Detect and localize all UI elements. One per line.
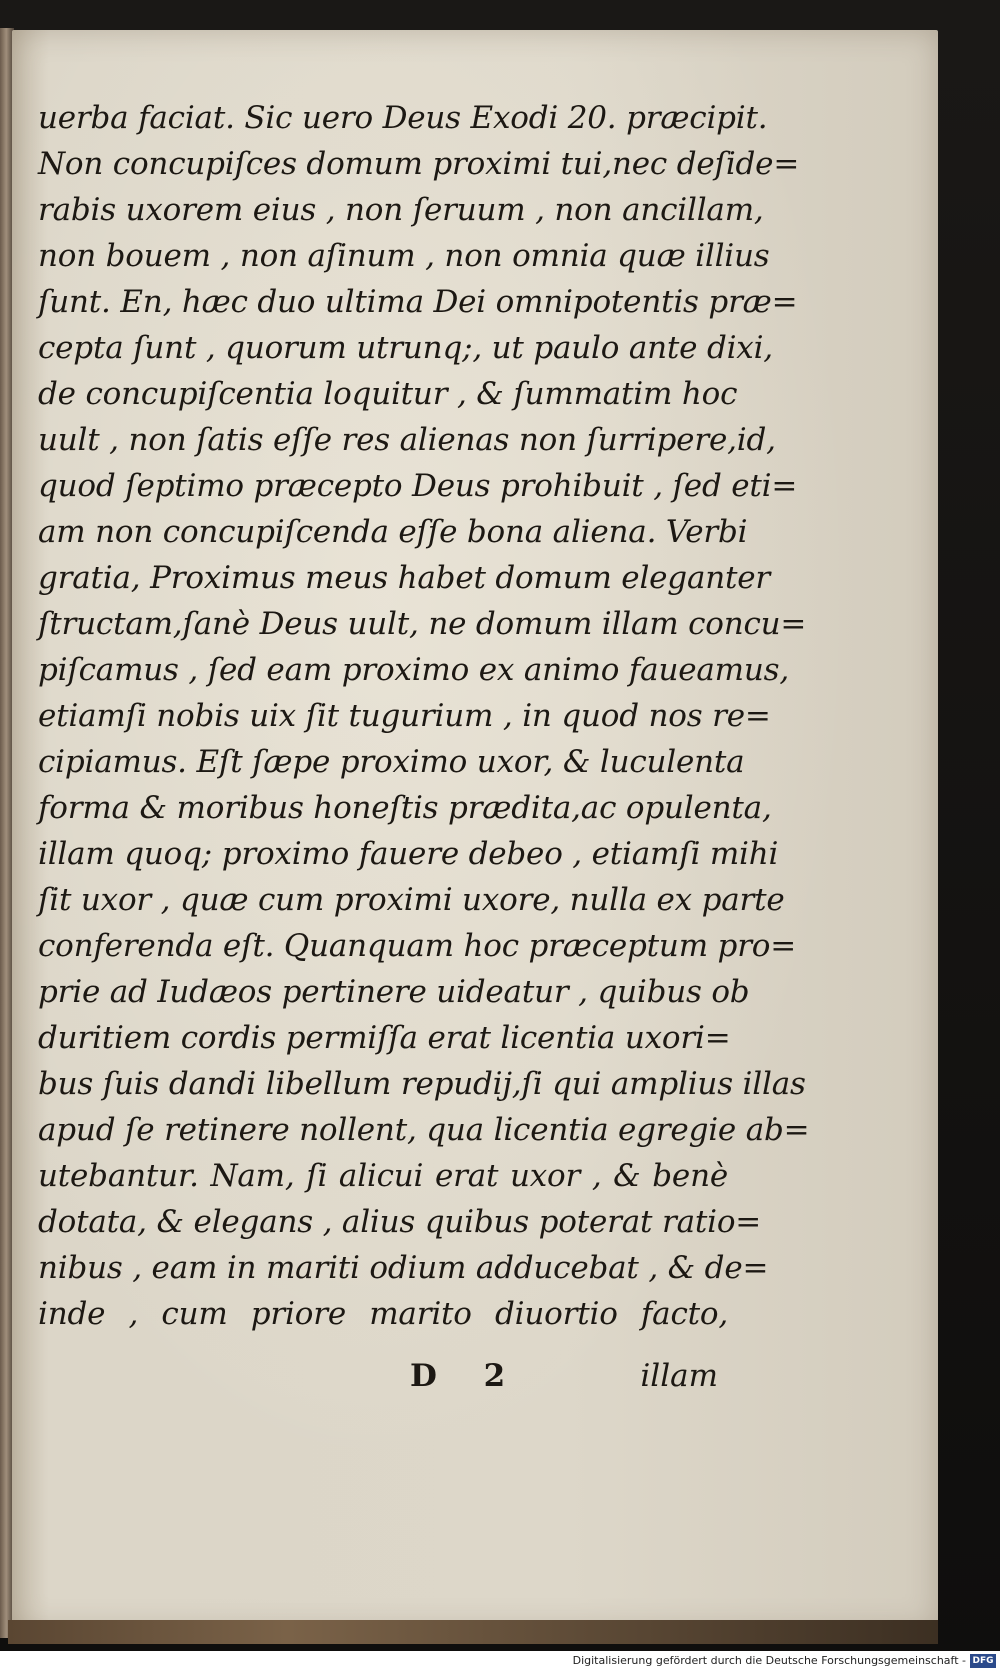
catchword: illam [640,1358,718,1394]
signature-mark: D 2 [410,1358,524,1394]
text-line: prie ad Iudæos pertinere uideatur , quibus ob [38,974,750,1010]
text-line: inde , cum priore marito diuortio facto, [38,1296,728,1332]
text-line: bus ſuis dandi libellum repudij,ſi qui amplius illas [38,1066,806,1102]
text-line: ſunt. En, hæc duo ultima Dei omnipotentis præ= [38,284,798,320]
text-line: uerba faciat. Sic uero Deus Exodi 20. præcipit. [38,100,768,136]
text-line: dotata, & elegans , alius quibus poterat ratio= [38,1204,762,1240]
text-line: cipiamus. Eſt ſæpe proximo uxor, & luculenta [38,744,745,780]
text-line: apud ſe retinere nollent, qua licentia egregie ab= [38,1112,810,1148]
text-line: conferenda eſt. Quanquam hoc præceptum pro= [38,928,797,964]
dfg-logo: DFG [970,1654,996,1668]
text-line: gratia, Proximus meus habet domum eleganter [38,560,771,596]
text-line: cepta ſunt , quorum utrunq;, ut paulo ante dixi, [38,330,773,366]
text-line: de concupiſcentia loquitur , & ſummatim hoc [38,376,738,412]
text-line: etiamſi nobis uix ſit tugurium , in quod nos re= [38,698,771,734]
text-line: Non concupiſces domum proximi tui,nec deſide= [38,146,800,182]
page-text-block [38,95,810,1337]
text-line: illam quoq; proximo fauere debeo , etiamſi mihi [38,836,779,872]
book-bottom-edge [8,1620,938,1644]
text-line: non bouem , non aſinum , non omnia quæ illius [38,238,770,274]
digitization-credit: Digitalisierung gefördert durch die Deutsche Forschungsgemeinschaft - [572,1654,966,1667]
text-line: forma & moribus honeſtis prædita,ac opulenta, [38,790,772,826]
text-line: am non concupiſcenda eſſe bona aliena. Verbi [38,514,748,550]
text-line: utebantur. Nam, ſi alicui erat uxor , & benè [38,1158,728,1194]
text-line: duritiem cordis permiſſa erat licentia uxori= [38,1020,731,1056]
text-line: ſit uxor , quæ cum proximi uxore, nulla ex parte [38,882,785,918]
text-line: ſtructam,ſanè Deus uult, ne domum illam concu= [38,606,807,642]
text-line: rabis uxorem eius , non ſeruum , non ancillam, [38,192,764,228]
text-line: quod ſeptimo præcepto Deus prohibuit , ſed eti= [38,468,798,504]
text-line: uult , non ſatis eſſe res alienas non ſurripere,id, [38,422,776,458]
page-footer-line [38,1353,728,1399]
text-line: nibus , eam in mariti odium adducebat , & de= [38,1250,769,1286]
text-line: piſcamus , ſed eam proximo ex animo faueamus, [38,652,789,688]
